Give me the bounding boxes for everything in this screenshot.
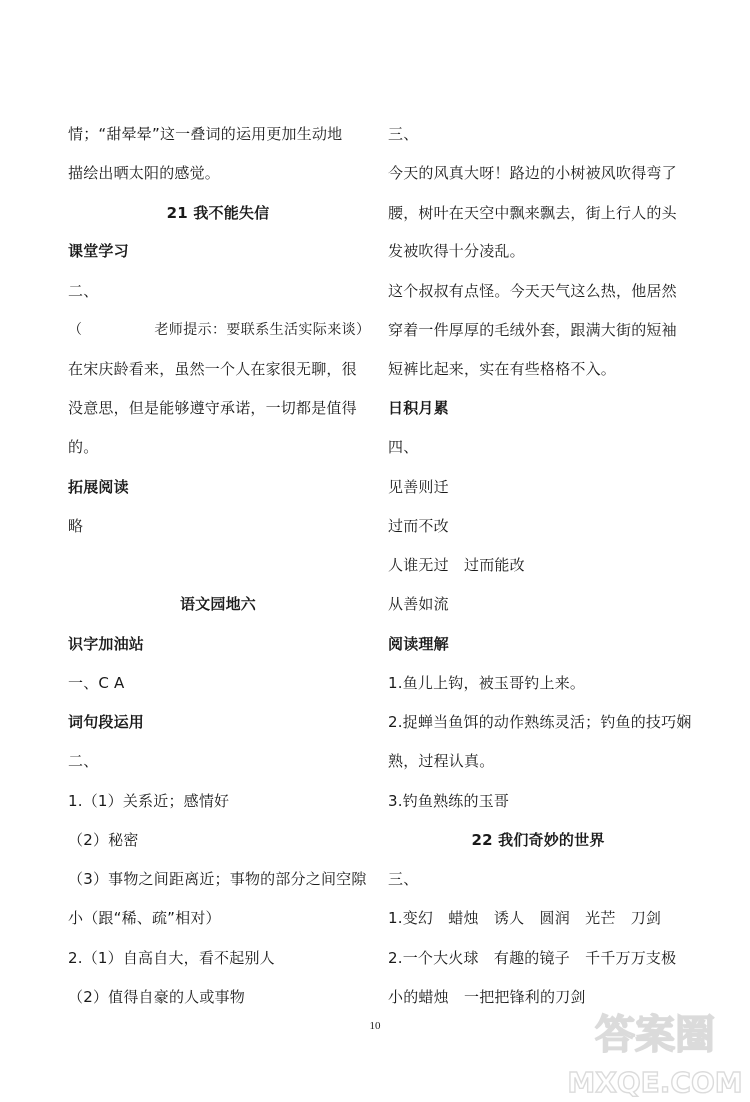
- question-number: 四、: [388, 438, 419, 456]
- text-line: 描绘出晒太阳的感觉。: [68, 164, 221, 182]
- answer-line: 1.变幻 蜡烛 诱人 圆润 光芒 刀剑: [388, 909, 662, 927]
- answer-line: 一、C A: [68, 674, 125, 692]
- text-line: 略: [68, 517, 84, 535]
- question-number: 三、: [388, 870, 419, 888]
- text-line: 这个叔叔有点怪。今天天气这么热，他居然: [388, 282, 677, 300]
- right-column: [388, 0, 692, 1102]
- section-heading: 词句段运用: [68, 713, 145, 731]
- answer-line: 1.鱼儿上钩，被玉哥钓上来。: [388, 674, 586, 692]
- answer-line: 1.（1）关系近；感情好: [68, 792, 230, 810]
- answer-line: （2）秘密: [68, 831, 139, 849]
- answer-line: 过而不改: [388, 517, 449, 535]
- section-heading: 识字加油站: [68, 635, 145, 653]
- answer-line: 2.一个大火球 有趣的镜子 千千万万支极: [388, 949, 677, 967]
- lesson-title: 22 我们奇妙的世界: [471, 831, 605, 849]
- answer-line: 从善如流: [388, 595, 449, 613]
- section-heading: 拓展阅读: [68, 478, 129, 496]
- text-line: 的。: [68, 438, 99, 456]
- question-number: 二、: [68, 752, 99, 770]
- svg-text:MXQE.COM: MXQE.COM: [567, 1066, 743, 1099]
- text-line: 情；“甜晕晕”这一叠词的运用更加生动地: [68, 125, 343, 143]
- text-line: 没意思，但是能够遵守承诺，一切都是值得: [68, 399, 357, 417]
- section-heading: 日积月累: [388, 399, 449, 417]
- text-line: 穿着一件厚厚的毛绒外套，跟满大街的短袖: [388, 321, 677, 339]
- answer-line: （3）事物之间距离近；事物的部分之间空隙: [68, 870, 367, 888]
- question-number: 三、: [388, 125, 419, 143]
- answer-line: 小（跟“稀、疏”相对）: [68, 909, 221, 927]
- answer-line: 3.钓鱼熟练的玉哥: [388, 792, 510, 810]
- section-heading: 阅读理解: [388, 635, 449, 653]
- text-line: 在宋庆龄看来，虽然一个人在家很无聊，很: [68, 360, 357, 378]
- text-line: 今天的风真大呀！路边的小树被风吹得弯了: [388, 164, 677, 182]
- text-line: 短裤比起来，实在有些格格不入。: [388, 360, 617, 378]
- section-heading: 课堂学习: [68, 242, 129, 260]
- answer-line: 见善则迁: [388, 478, 449, 496]
- lesson-title: 语文园地六: [179, 595, 256, 613]
- answer-line: 熟，过程认真。: [388, 752, 495, 770]
- left-column: [68, 0, 371, 1102]
- text-line: 发被吹得十分凌乱。: [388, 242, 525, 260]
- answer-line: 2.（1）自高自大，看不起别人: [68, 949, 275, 967]
- page-number: 10: [369, 1020, 381, 1032]
- answer-line: （2）值得自豪的人或事物: [68, 988, 245, 1006]
- lesson-title: 21 我不能失信: [166, 204, 270, 222]
- question-number: 二、: [68, 282, 99, 300]
- teacher-hint: （ 老师提示：要联系生活实际来谈）: [68, 322, 371, 338]
- answer-line: 人谁无过 过而能改: [388, 556, 525, 574]
- watermark-logo: [565, 1000, 745, 1100]
- answer-line: 小的蜡烛 一把把锋利的刀剑: [388, 988, 586, 1006]
- answer-line: 2.捉蝉当鱼饵的动作熟练灵活；钓鱼的技巧娴: [388, 713, 692, 731]
- text-line: 腰，树叶在天空中飘来飘去，街上行人的头: [388, 204, 677, 222]
- svg-text:答案圈: 答案圈: [595, 1012, 715, 1058]
